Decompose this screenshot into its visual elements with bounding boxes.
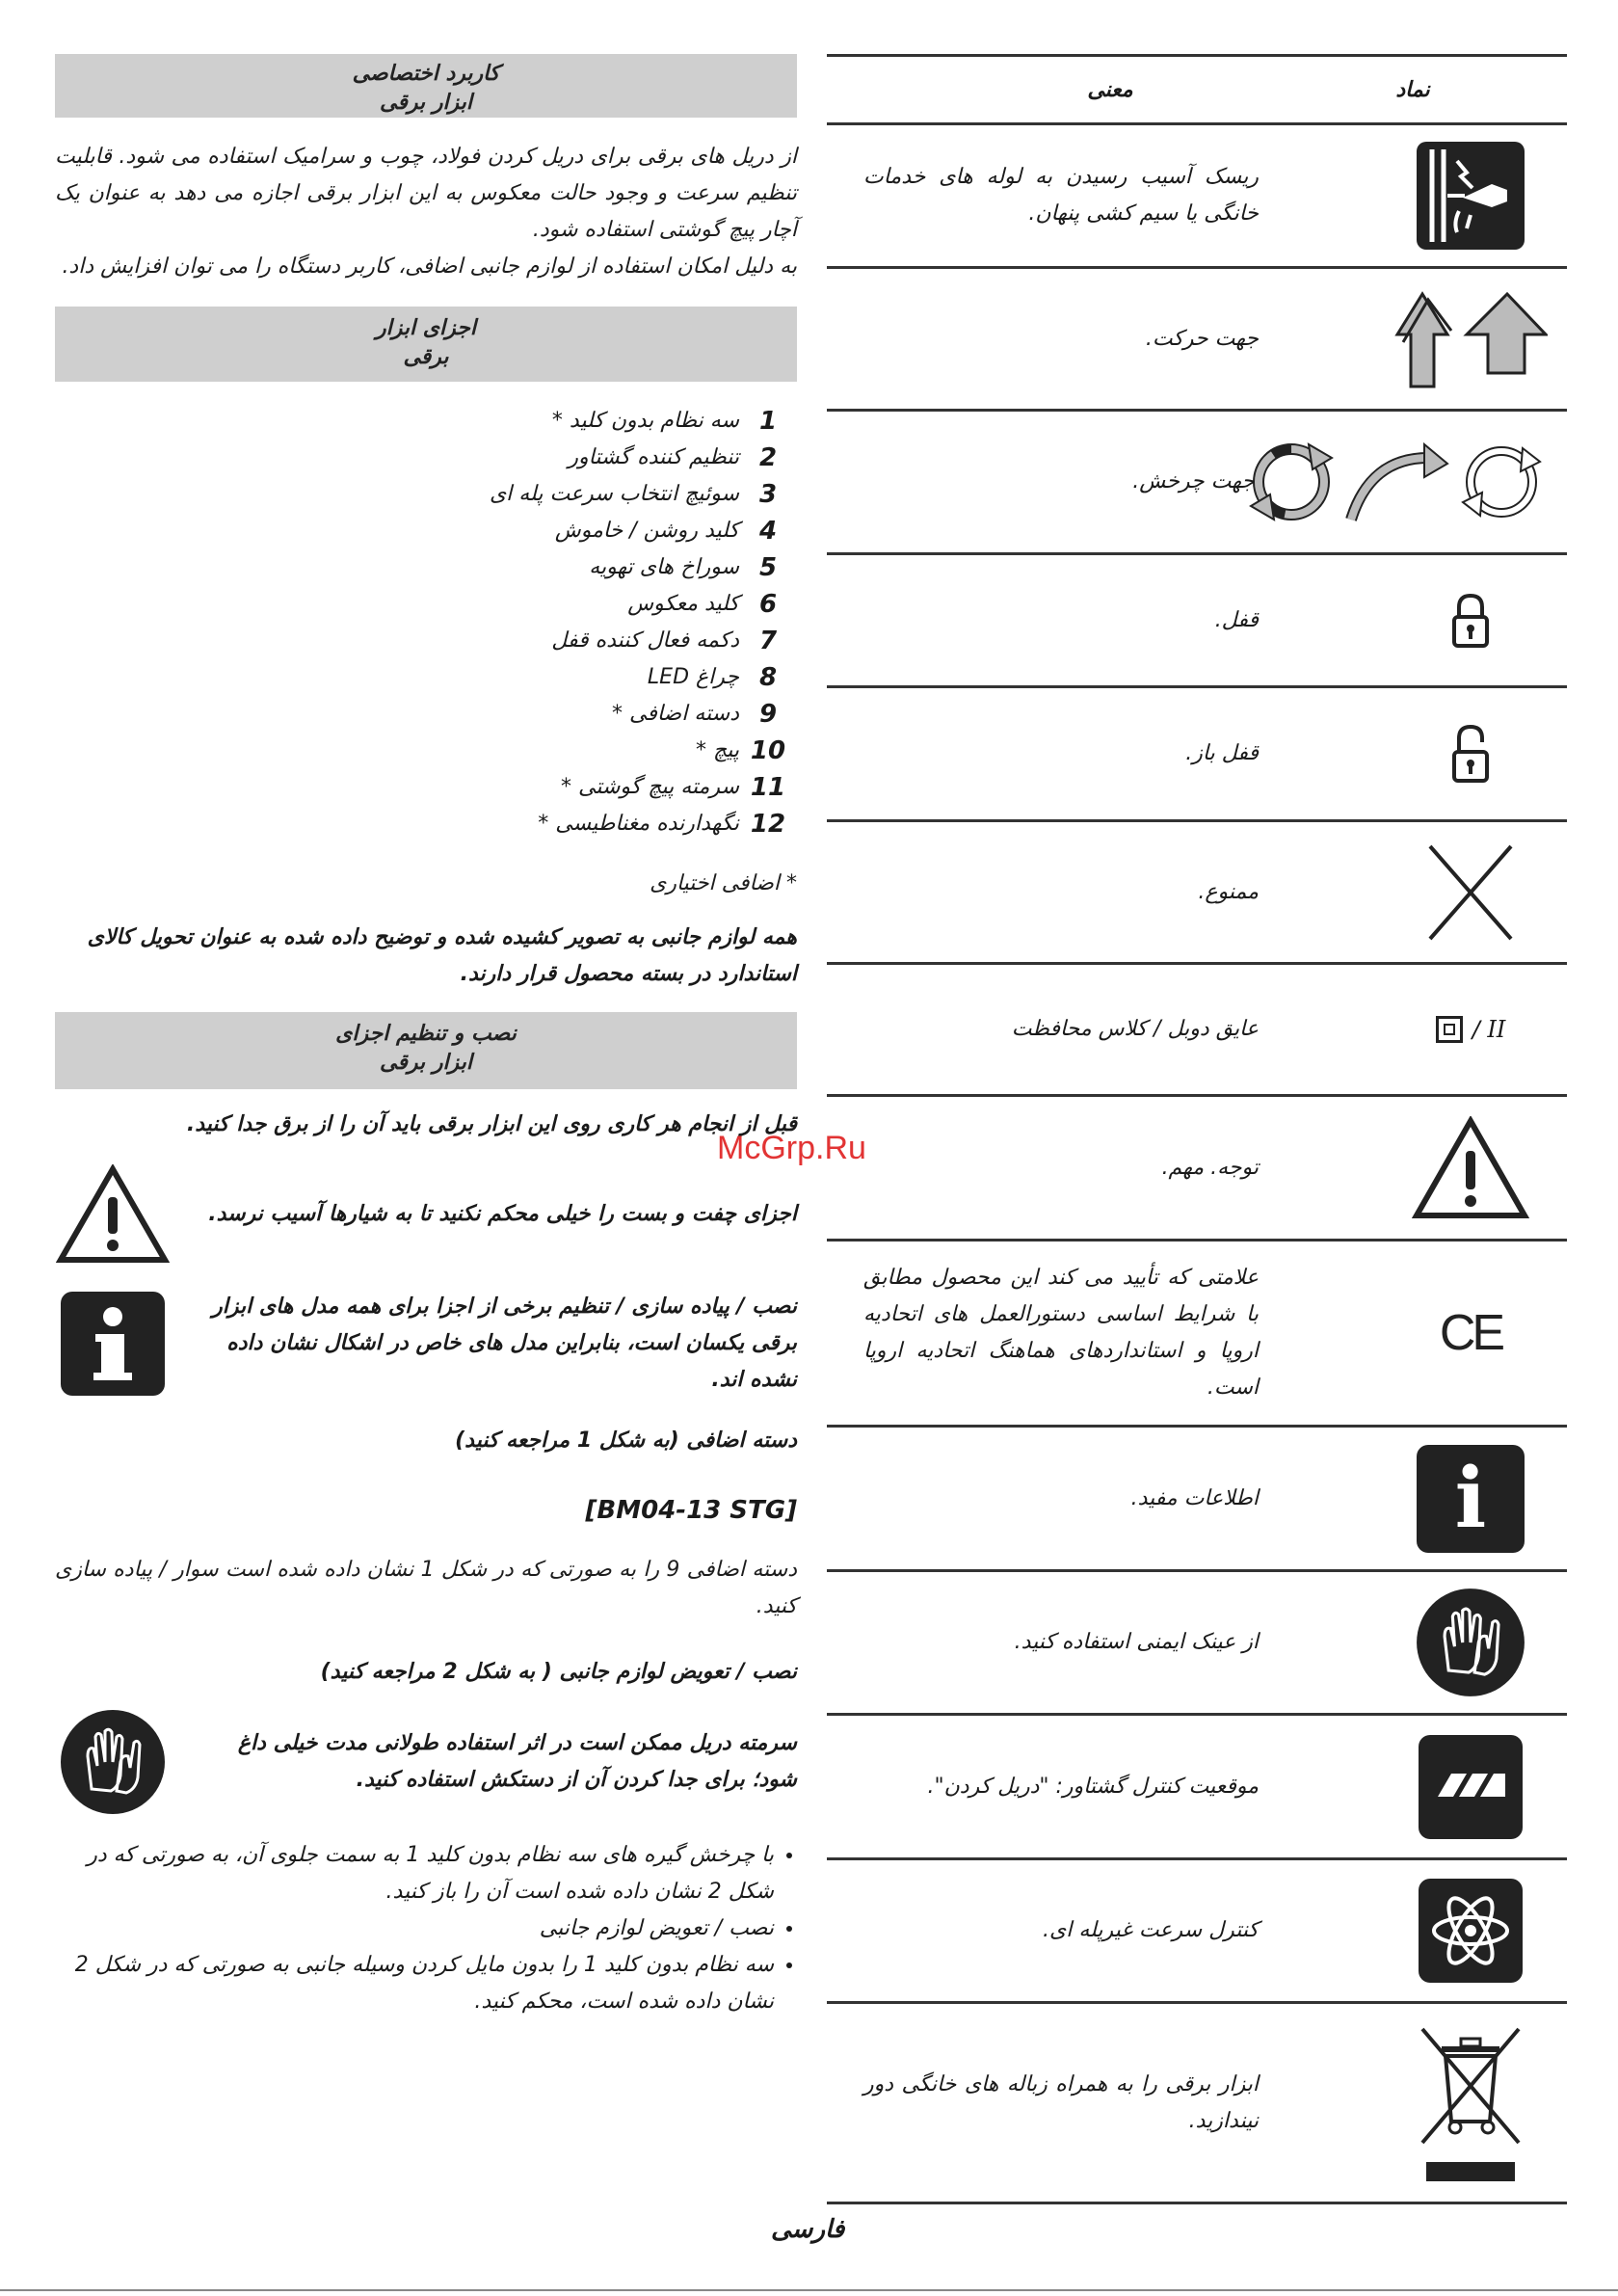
watermark: McGrp.Ru (717, 1130, 866, 1166)
part-label: سوراخ های تهویه (589, 555, 739, 579)
table-row (827, 412, 1567, 555)
insulation-class-text: II (1487, 1016, 1506, 1043)
assembly-title-line1: نصب و تنظیم اجزای (335, 1022, 517, 1046)
parts-list-item (55, 696, 797, 733)
usage-title-line2: ابزار برقی (380, 91, 472, 115)
glove-warning-row (55, 1704, 797, 1820)
parts-list-item (55, 769, 797, 806)
accessory-heading: نصب / تعویض لوازم جانبی ( به شکل 2 مراجعه کنید) (320, 1660, 797, 1684)
meaning-text: ریسک آسیب رسیدن به لوله های خدمات خانگی یا سیم کشی پنهان. (863, 165, 1259, 226)
parts-list-item (55, 659, 797, 696)
part-number: 1 (758, 407, 778, 436)
symbol-table (827, 54, 1567, 2204)
header-meaning: معنی (1087, 77, 1133, 102)
parts-list-item (55, 513, 797, 549)
direction-arrows-icon (1374, 286, 1567, 392)
part-label: سرمته پیچ گوشتی * (561, 775, 739, 799)
info-note-row (55, 1286, 797, 1402)
optional-note: * اضافی اختیاری (650, 871, 797, 895)
hidden-pipes-icon (1374, 140, 1567, 252)
meaning-text: اطلاعات مفید. (1130, 1485, 1259, 1510)
meaning-cell (827, 1260, 1374, 1406)
meaning-text: توجه. مهم. (1161, 1155, 1259, 1180)
part-label: نگهدارنده مغناطیسی * (538, 812, 739, 836)
info-note-text: نصب / پیاده سازی / تنظیم برخی از اجزا برای همه مدل های ابزار برقی یکسان است، بنابراین مدل های خاص در اشکال نشان داده نشده اند. (212, 1295, 797, 1392)
ce-mark-text: CE (1439, 1305, 1502, 1361)
symbol-table-header (827, 54, 1567, 125)
table-row (827, 1428, 1567, 1572)
table-row (827, 1716, 1567, 1860)
part-number: 4 (758, 517, 778, 546)
part-number: 3 (758, 480, 778, 509)
parts-title-line1: اجزای ابزار (376, 316, 476, 340)
info-icon-box (1417, 1445, 1525, 1553)
table-row (827, 2004, 1567, 2204)
stepless-speed-icon (1374, 1877, 1567, 1985)
info-icon (1374, 1445, 1567, 1553)
parts-list-item (55, 586, 797, 623)
lock-icon (1374, 594, 1567, 648)
drill-mode-icon (1374, 1733, 1567, 1841)
parts-list-item (55, 440, 797, 476)
part-label: سوئیچ انتخاب سرعت پله ای (489, 482, 739, 506)
part-label: دکمه فعال کننده قفل (551, 628, 739, 653)
parts-list (55, 403, 797, 842)
unlock-icon (1374, 725, 1567, 783)
aux-handle-heading: دسته اضافی (به شکل 1 مراجعه کنید) (455, 1428, 797, 1453)
meaning-cell (827, 874, 1374, 911)
list-item: • نصب / تعویض لوازم جانبی (55, 1910, 774, 1947)
left-column (55, 54, 797, 2020)
part-number: 7 (758, 627, 778, 655)
table-row (827, 688, 1567, 822)
usage-title-line1: کاربرد اختصاصی (352, 62, 500, 86)
table-row (827, 965, 1567, 1097)
parts-list-item (55, 549, 797, 586)
part-label: کلید معکوس (627, 592, 739, 616)
accessories-note: همه لوازم جانبی به تصویر کشیده شده و توضیح داده شده به عنوان تحویل کالای استاندارد در بسته محصول قرار دارند. (87, 925, 797, 986)
part-label: چراغ LED (647, 665, 739, 689)
meaning-cell (827, 602, 1374, 639)
meaning-text: عایق دوبل / کلاس محافظت (1011, 1017, 1259, 1041)
assembly-title-line2: ابزار برقی (380, 1051, 472, 1075)
table-row (827, 1097, 1567, 1241)
parts-section-header (55, 307, 797, 382)
slash-separator: / (1472, 1016, 1488, 1043)
usage-paragraph-2: به دلیل امکان استفاده از لوازم جانبی اضافی، کاربر دستگاه را می توان افزایش داد. (62, 254, 797, 279)
gloves-icon (1374, 1587, 1567, 1698)
meaning-cell (827, 1011, 1374, 1048)
bottom-rule (0, 2289, 1618, 2291)
part-number: 11 (750, 773, 786, 802)
footer-language: فارسی (771, 2215, 845, 2244)
part-number: 2 (758, 443, 778, 472)
part-number: 8 (758, 663, 778, 692)
meaning-text: جهت حرکت. (1145, 326, 1259, 351)
ce-mark-icon (1374, 1304, 1567, 1362)
meaning-cell (827, 2067, 1374, 2140)
meaning-cell (827, 464, 1370, 500)
double-square-icon (1436, 1016, 1463, 1043)
info-icon-glyph: i (1454, 1449, 1487, 1547)
table-row (827, 269, 1567, 412)
warning-triangle-icon (1374, 1116, 1567, 1220)
meaning-text: موقعیت کنترل گشتاور: "دریل کردن". (927, 1774, 1259, 1799)
part-label: پیچ * (696, 738, 739, 762)
meaning-text: قفل باز. (1185, 741, 1259, 765)
meaning-cell (827, 159, 1374, 232)
table-row (827, 1860, 1567, 2004)
meaning-text: ابزار برقی را به همراه زباله های خانگی دور نیندازید. (863, 2071, 1259, 2133)
usage-section-header (55, 54, 797, 118)
part-number: 10 (750, 736, 786, 765)
meaning-cell (827, 735, 1374, 772)
meaning-cell (827, 1481, 1374, 1517)
tighten-warning-row (55, 1157, 797, 1272)
usage-paragraph-1: از دریل های برقی برای دریل کردن فولاد، چوب و سرامیک استفاده می شود. قابلیت تنظیم سرعت و وجود حالت معکوس به این ابزار برقی اجازه می دهد به عنوان یک آچار پیچ گوشتی استفاده شود. (55, 145, 797, 242)
meaning-cell (827, 321, 1374, 358)
unplug-warning: قبل از انجام هر کاری روی این ابزار برقی باید آن را از برق جدا کنید. (186, 1112, 797, 1136)
meaning-text: جهت چرخش. (1132, 469, 1255, 494)
model-number: [BM04-13 STG] (585, 1496, 797, 1525)
meaning-text: علامتی که تأیید می کند این محصول مطابق با شرایط اساسی دستورالعمل های اتحادیه اروپا و استانداردهای هماهنگ اتحادیه اروپا است. (863, 1266, 1259, 1400)
part-number: 5 (758, 553, 778, 582)
table-row (827, 822, 1567, 965)
table-row (827, 1241, 1567, 1428)
forbidden-cross-icon (1374, 842, 1567, 943)
part-number: 6 (758, 590, 778, 619)
parts-list-item (55, 403, 797, 440)
parts-list-item (55, 806, 797, 842)
part-number: 9 (758, 700, 778, 729)
meaning-text: از عینک ایمنی استفاده کنید. (1014, 1630, 1259, 1654)
parts-title-line2: برقی (403, 345, 449, 369)
warning-triangle-icon (55, 1157, 171, 1272)
list-item: • سه نظام بدون کلید 1 را بدون مایل کردن وسیله جانبی به صورتی که در شکل 2 نشان داده شده است، محکم کنید. (55, 1947, 774, 2020)
header-symbol: نماد (1395, 77, 1430, 102)
gloves-icon (55, 1704, 171, 1820)
assembly-section-header (55, 1012, 797, 1089)
meaning-cell (827, 1150, 1374, 1187)
meaning-cell (827, 1912, 1374, 1949)
meaning-text: قفل. (1214, 607, 1259, 632)
glove-warning-text: سرمته دریل ممکن است در اثر استفاده طولانی مدت خیلی داغ شود؛ برای جدا کردن آن از دستکش استفاده کنید. (237, 1731, 797, 1792)
part-number: 12 (750, 810, 786, 839)
table-row (827, 1572, 1567, 1716)
info-icon (55, 1286, 171, 1402)
table-row (827, 125, 1567, 269)
tighten-warning-text: اجزای چفت و بست را خیلی محکم نکنید تا به شیارها آسیب نرسد. (208, 1202, 797, 1226)
parts-list-item (55, 623, 797, 659)
parts-list-item (55, 476, 797, 513)
part-label: سه نظام بدون کلید * (551, 409, 739, 433)
part-label: تنظیم کننده گشتاور (568, 445, 739, 469)
meaning-cell (827, 1624, 1374, 1661)
accessory-steps-list (55, 1837, 797, 2020)
meaning-text: ممنوع. (1198, 879, 1259, 904)
list-item: • با چرخش گیره های سه نظام بدون کلید 1 به سمت جلوی آن، به صورتی که در شکل 2 نشان داده شده است آن را باز کنید. (55, 1837, 774, 1910)
part-label: کلید روشن / خاموش (554, 519, 739, 543)
part-label: دسته اضافی * (612, 702, 739, 726)
meaning-text: کنترل سرعت غیرپله ای. (1043, 1918, 1259, 1942)
aux-handle-text: دسته اضافی 9 را به صورتی که در شکل 1 نشان داده شده است سوار / پیاده سازی کنید. (55, 1558, 797, 1618)
meaning-cell (827, 1769, 1374, 1805)
weee-bin-icon (1374, 2021, 1567, 2185)
parts-list-item (55, 733, 797, 769)
double-insulation-icon (1374, 1016, 1567, 1043)
table-row (827, 555, 1567, 688)
